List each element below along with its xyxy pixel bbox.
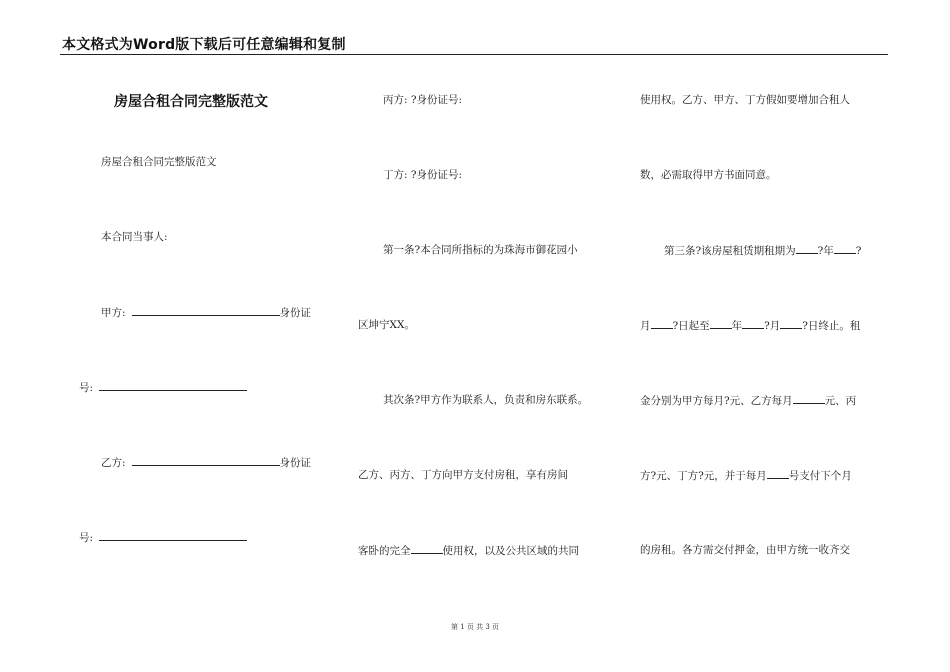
party-b-id-label: 身份证 (279, 457, 312, 469)
party-a-label: 甲方: (101, 307, 126, 319)
col3-article3-line (664, 243, 861, 258)
party-b-id-blank (99, 530, 247, 541)
col2-party-d-line: 丁方: ?身份证号: (383, 169, 463, 181)
party-a-id-label: 身份证 (279, 307, 312, 319)
usage-rights-text: 使用权，以及公共区域的共同 (442, 545, 579, 557)
col2-article2-cont: 乙方、丙方、丁方向甲方支付房租，享有房间 (358, 469, 568, 481)
end-day-label: ?日终止。租 (802, 320, 861, 332)
document-title: 房屋合租合同完整版范文 (114, 94, 268, 110)
col3-payment-line (640, 468, 852, 483)
header-divider (60, 54, 888, 55)
col3-consent-line: 数，必需取得甲方书面同意。 (640, 169, 777, 181)
party-b-name-blank (132, 455, 280, 466)
party-a-name-blank (132, 305, 280, 316)
rent-b-unit: 元、丙 (824, 395, 857, 407)
end-month-label: ?月 (764, 320, 781, 332)
room-label: 客卧的完全 (358, 545, 411, 557)
col1-party-a-line (101, 305, 311, 320)
col2-article2-line: 其次条?甲方作为联系人，负责和房东联系。 (383, 394, 589, 406)
start-month-label: 月 (640, 320, 651, 332)
col2-article1-line: 第一条?本合同所指标的为珠海市御花园小 (383, 244, 578, 256)
payment-day-label: 号支付下个月 (788, 470, 852, 482)
rent-b-blank (793, 393, 825, 404)
col1-party-b-line (101, 455, 311, 470)
end-month-blank (742, 318, 764, 329)
col2-article2-cont2 (358, 543, 579, 558)
rent-cd-label: 方?元、丁方?元，并于每月 (640, 470, 767, 482)
party-a-id-label-cont: 号: (79, 382, 94, 394)
party-b-id-label-cont: 号: (79, 532, 94, 544)
col3-deposit-line: 的房租。各方需交付押金，由甲方统一收齐交 (640, 544, 850, 556)
end-day-blank (780, 318, 802, 329)
col3-usage-line: 使用权。乙方、甲方、丁方假如要增加合租人 (640, 94, 850, 106)
start-day-label: ?日起至 (672, 320, 710, 332)
end-year-blank (710, 318, 732, 329)
rent-a-label: 金分别为甲方每月?元、乙方每月 (640, 395, 793, 407)
page-number: 第 1 页 共 3 页 (450, 623, 500, 631)
term-cont: ? (855, 245, 862, 257)
end-year-label: 年 (731, 320, 743, 332)
col2-article1-cont: 区坤宁XX。 (358, 319, 415, 331)
col1-subtitle: 房屋合租合同完整版范文 (101, 156, 217, 168)
col1-party-a-id-line (79, 380, 247, 395)
payment-day-blank (767, 468, 789, 479)
col1-party-b-id-line (79, 530, 247, 545)
party-a-id-blank (99, 380, 247, 391)
term-label: 第三条?该房屋租赁期租期为 (664, 245, 796, 257)
start-month-blank (651, 318, 673, 329)
party-b-label: 乙方: (101, 457, 126, 469)
room-blank (411, 543, 443, 554)
document-header-note: 本文格式为Word版下载后可任意编辑和复制 (62, 37, 346, 53)
col3-rent-line (640, 393, 856, 408)
term-years-blank (796, 243, 818, 254)
col1-parties-label: 本合同当事人: (101, 231, 168, 243)
term-months-blank (834, 243, 856, 254)
col2-party-c-line: 丙方: ?身份证号: (383, 94, 463, 106)
col3-dates-line (640, 318, 860, 333)
term-year-unit: ?年 (817, 245, 834, 257)
